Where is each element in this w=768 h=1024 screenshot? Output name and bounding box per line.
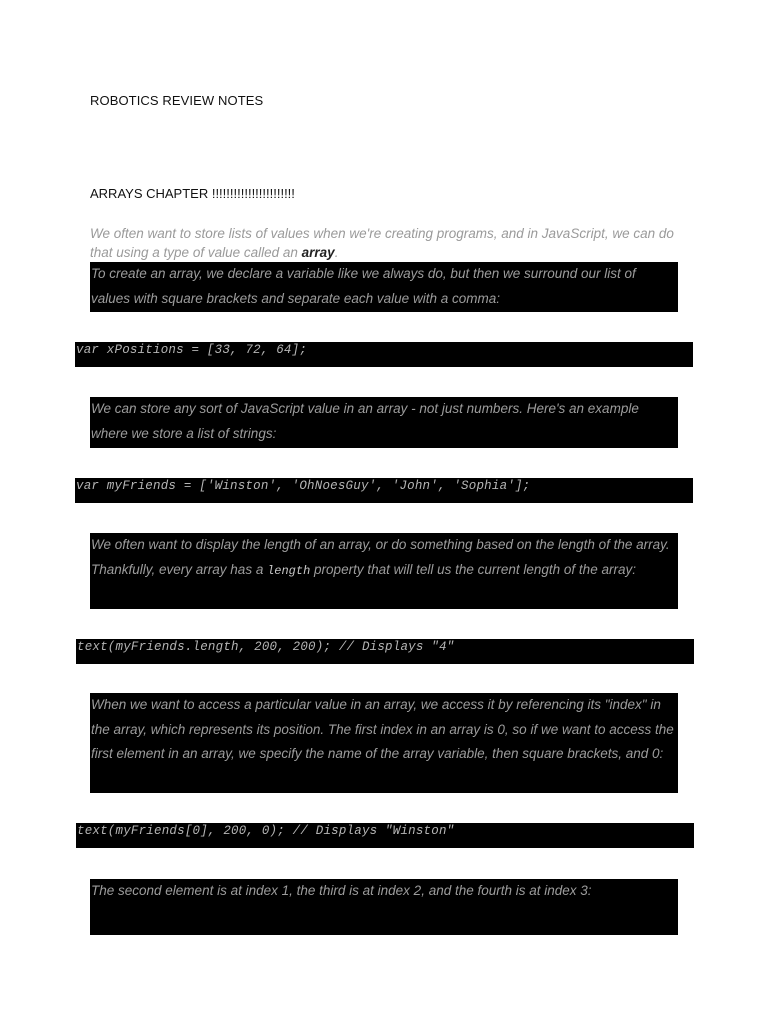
- page-title: ROBOTICS REVIEW NOTES: [90, 93, 264, 108]
- inline-code-length: length: [267, 563, 311, 578]
- code-block-xpositions: var xPositions = [33, 72, 64];: [75, 342, 693, 367]
- paragraph-array-length: [90, 533, 678, 609]
- intro-bold-term: array: [301, 245, 335, 260]
- intro-text: We often want to store lists of values when we're creating programs, and in JavaScript, we can do that using a type of value called an: [90, 226, 674, 260]
- paragraph-index-positions: The second element is at index 1, the third is at index 2, and the fourth is at index 3:: [90, 879, 678, 935]
- paragraph-store-any-value: We can store any sort of JavaScript value in an array - not just numbers. Here's an example where we store a list of strings:: [90, 397, 678, 448]
- paragraph-create-array: To create an array, we declare a variable like we always do, but then we surround our list of values with square brackets and separate each value with a comma:: [90, 262, 678, 312]
- paragraph-array-length-text-a: We often want to display the length of an array, or do something based on the length of the array. Thankfully, every array has a: [91, 537, 670, 577]
- chapter-heading: ARRAYS CHAPTER !!!!!!!!!!!!!!!!!!!!!!!: [90, 186, 295, 201]
- paragraph-array-index: When we want to access a particular value in an array, we access it by referencing its "index" in the array, which represents its position. The first index in an array is 0, so if we want to access the first element in an array, we specify the name of the array variable, then square brackets, and 0:: [90, 693, 678, 793]
- intro-end: .: [334, 245, 339, 260]
- code-block-length-text: text(myFriends.length, 200, 200); // Displays "4": [76, 639, 694, 664]
- paragraph-array-length-text-b: property that will tell us the current length of the array:: [310, 561, 636, 577]
- code-block-myfriends: var myFriends = ['Winston', 'OhNoesGuy', 'John', 'Sophia'];: [75, 478, 693, 503]
- intro-paragraph: [90, 224, 680, 262]
- code-block-index-text: text(myFriends[0], 200, 0); // Displays "Winston": [76, 823, 694, 848]
